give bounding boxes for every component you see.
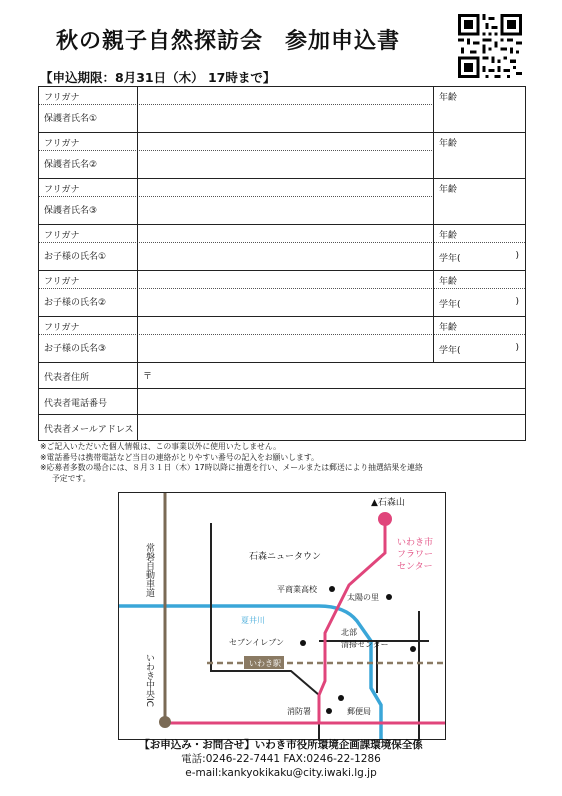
- age-label: 年齢: [439, 185, 458, 195]
- column-divider: [137, 317, 138, 362]
- fire-label: 消防署: [287, 707, 311, 716]
- furigana-field[interactable]: [39, 317, 434, 335]
- child-name-label: お子様の氏名②: [44, 298, 107, 308]
- furigana-label: フリガナ: [44, 277, 80, 287]
- age-label: 年齢: [439, 323, 458, 333]
- deadline-notice: 【申込期限：8月31日（木） 17時まで】: [40, 70, 276, 85]
- grade-field[interactable]: [434, 288, 525, 317]
- rep-phone-label: 代表者電話番号: [44, 399, 108, 409]
- furigana-field[interactable]: [39, 225, 434, 243]
- age-grade-field[interactable]: [433, 225, 525, 270]
- contact-email: e-mail:kankyokikaku@city.iwaki.lg.jp: [185, 767, 377, 779]
- taiyo-label: 太陽の里: [347, 593, 379, 602]
- iwaki-station-label: いわき駅: [249, 659, 281, 668]
- column-divider: [137, 179, 138, 224]
- age-label: 年齢: [439, 277, 458, 287]
- column-divider: [137, 133, 138, 178]
- ishimori-newtown-label: 石森ニュータウン: [249, 552, 322, 562]
- seven-label: セブンイレブン: [229, 638, 284, 647]
- guardian-name-label: 保護者氏名①: [44, 114, 98, 124]
- ic-marker: [159, 716, 171, 728]
- column-divider: [137, 415, 138, 440]
- qr-code-icon: [458, 14, 522, 78]
- seven-marker: [300, 640, 306, 646]
- furigana-label: フリガナ: [44, 185, 80, 195]
- ishimoriyama-label: ▲石森山: [371, 498, 405, 508]
- rep-phone-row[interactable]: [38, 388, 526, 414]
- rep-email-label: 代表者メールアドレス: [44, 425, 134, 435]
- access-map: [118, 492, 446, 740]
- contact-phone: 電話:0246-22-7441 FAX:0246-22-1286: [181, 753, 381, 765]
- flower-center-label-2: フラワー: [397, 550, 434, 560]
- iwaki-ic-label: いわき中央IC: [144, 653, 154, 707]
- flower-center-marker: [378, 512, 392, 526]
- child-entry[interactable]: [38, 316, 526, 362]
- furigana-field[interactable]: [39, 271, 434, 289]
- note-line: ※ご記入いただいた個人情報は、この事業以外に使用いたしません。: [40, 442, 281, 451]
- contact-info: [118, 738, 444, 780]
- rep-address-label: 代表者住所: [44, 373, 90, 383]
- grade-label: 学年(: [439, 300, 461, 310]
- post-label: 郵便局: [347, 707, 371, 716]
- grade-close-paren: ): [515, 251, 519, 261]
- column-divider: [137, 389, 138, 414]
- natsui-label: 夏井川: [241, 616, 265, 625]
- taiyo-marker: [386, 594, 392, 600]
- age-grade-field[interactable]: [433, 317, 525, 362]
- age-field[interactable]: [433, 179, 525, 224]
- column-divider: [137, 271, 138, 316]
- page-title: [56, 24, 400, 55]
- age-label: 年齢: [439, 93, 458, 103]
- age-label: 年齢: [439, 139, 458, 149]
- heisho-marker: [329, 586, 335, 592]
- furigana-field[interactable]: [39, 179, 434, 197]
- note-line: ※電話番号は携帯電話など当日の連絡がとりやすい番号の記入をお願いします。: [40, 452, 319, 462]
- hokubu-label-2: 清掃センター: [341, 640, 389, 649]
- guardian-name-label: 保護者氏名②: [44, 160, 98, 170]
- rep-address-row[interactable]: [38, 362, 526, 388]
- guardian-entry[interactable]: [38, 178, 526, 224]
- guardian-name-label: 保護者氏名③: [44, 206, 98, 216]
- grade-field[interactable]: [434, 242, 525, 271]
- contact-head: 【お申込み・お問合せ】いわき市役所環境企画課環境保全係: [139, 739, 423, 751]
- furigana-label: フリガナ: [44, 93, 80, 103]
- furigana-field[interactable]: [39, 133, 434, 151]
- flower-center-label-1: いわき市: [397, 538, 434, 548]
- expressway-label: 常磐自動車道: [144, 543, 154, 597]
- grade-close-paren: ): [515, 297, 519, 307]
- furigana-field[interactable]: [39, 87, 434, 105]
- grade-label: 学年(: [439, 346, 461, 356]
- note-line: ※応募者多数の場合には、８月３１日（木）17時以降に抽選を行い、メールまたは郵送により抽選結果を連絡: [40, 463, 423, 472]
- child-entry[interactable]: [38, 270, 526, 316]
- furigana-label: フリガナ: [44, 323, 80, 333]
- hokubu-label-1: 北部: [341, 628, 357, 637]
- river-natsui: [119, 606, 381, 739]
- age-label: 年齢: [439, 231, 458, 241]
- postal-mark: 〒: [143, 372, 153, 382]
- note-line: 予定です。: [52, 473, 91, 483]
- application-form: [38, 86, 526, 441]
- flower-center-label-3: センター: [397, 562, 433, 572]
- age-field[interactable]: [433, 133, 525, 178]
- main-road: [211, 523, 322, 695]
- age-field[interactable]: [433, 87, 525, 132]
- grade-label: 学年(: [439, 254, 461, 264]
- post-marker: [338, 695, 344, 701]
- age-grade-field[interactable]: [433, 271, 525, 316]
- column-divider: [137, 363, 138, 388]
- rep-email-row[interactable]: [38, 414, 526, 441]
- heisho-label: 平商業高校: [277, 585, 317, 594]
- guardian-entry[interactable]: [38, 86, 526, 132]
- pink-road: [165, 519, 385, 723]
- grade-close-paren: ): [515, 343, 519, 353]
- grade-field[interactable]: [434, 334, 525, 363]
- column-divider: [137, 225, 138, 270]
- column-divider: [137, 87, 138, 132]
- child-name-label: お子様の氏名③: [44, 344, 107, 354]
- furigana-label: フリガナ: [44, 139, 80, 149]
- hokubu-marker: [410, 646, 416, 652]
- title-main: 秋の親子自然探訪会: [56, 29, 264, 54]
- fire-marker: [326, 708, 332, 714]
- title-sub: 参加申込書: [285, 29, 401, 54]
- notes: [40, 442, 520, 484]
- furigana-label: フリガナ: [44, 231, 80, 241]
- child-name-label: お子様の氏名①: [44, 252, 107, 262]
- child-entry[interactable]: [38, 224, 526, 270]
- guardian-entry[interactable]: [38, 132, 526, 178]
